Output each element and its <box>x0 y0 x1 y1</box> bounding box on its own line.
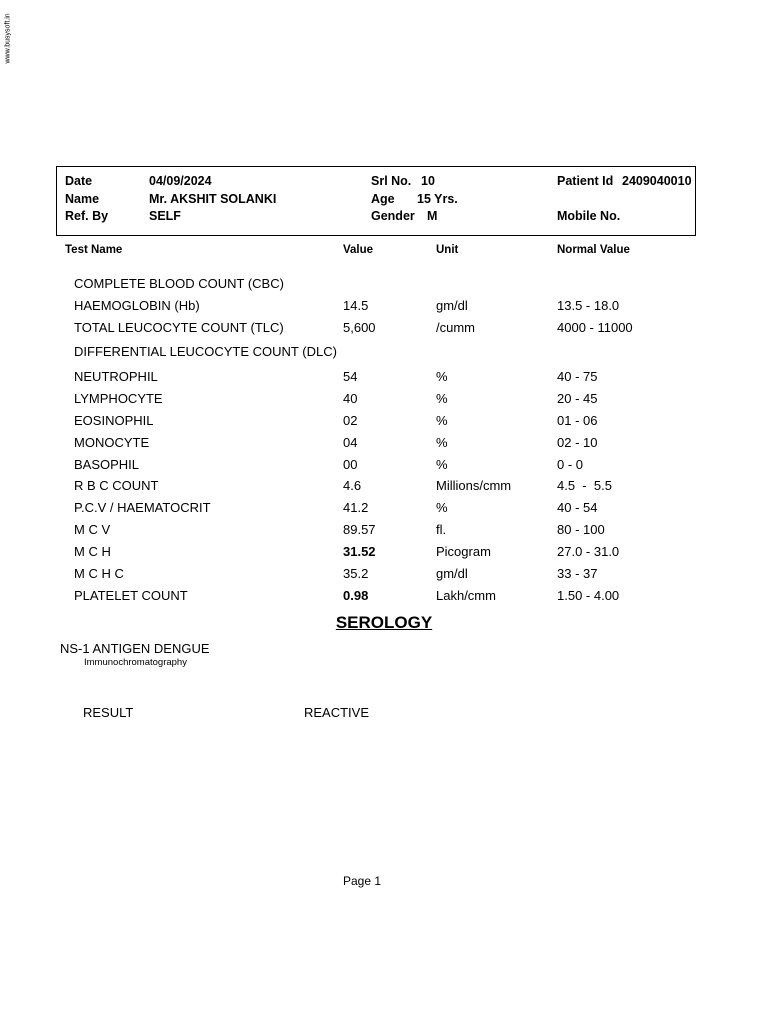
row-normal: 02 - 10 <box>557 435 598 450</box>
row-normal: 0 - 0 <box>557 457 584 472</box>
row-normal: 40 - 54 <box>557 500 598 515</box>
row-name: M C H C <box>74 566 124 581</box>
row-unit: Lakh/cmm <box>436 588 496 603</box>
row-value: 40 <box>343 391 358 406</box>
col-unit: Unit <box>436 244 459 256</box>
name-value: Mr. AKSHIT SOLANKI <box>149 192 277 206</box>
serology-heading: SEROLOGY <box>335 613 433 632</box>
serology-test-name: NS-1 ANTIGEN DENGUE <box>60 641 210 656</box>
row-name: EOSINOPHIL <box>74 413 154 428</box>
row-unit: % <box>436 500 448 515</box>
row-value: 4.6 <box>343 478 362 493</box>
row-name: P.C.V / HAEMATOCRIT <box>74 500 211 515</box>
row-normal: 4.5 - 5.5 <box>557 478 612 493</box>
row-name: M C V <box>74 522 111 537</box>
row-normal: 80 - 100 <box>557 522 605 537</box>
result-label: RESULT <box>83 705 134 720</box>
row-unit: fl. <box>436 522 447 537</box>
row-normal: 27.0 - 31.0 <box>557 544 620 559</box>
row-name: PLATELET COUNT <box>74 588 188 603</box>
row-unit: % <box>436 457 448 472</box>
serology-method: Immunochromatography <box>84 657 187 668</box>
name-label: Name <box>65 192 100 206</box>
age-label: Age <box>371 192 395 206</box>
row-normal: 1.50 - 4.00 <box>557 588 620 603</box>
age-value: 15 Yrs. <box>417 192 458 206</box>
col-value: Value <box>343 244 374 256</box>
refby-value: SELF <box>149 209 181 223</box>
row-value: 5,600 <box>343 320 376 335</box>
row-value-abnormal: 0.98 <box>343 588 369 603</box>
page-number: Page 1 <box>343 874 382 888</box>
row-unit: % <box>436 413 448 428</box>
col-test-name: Test Name <box>65 244 123 256</box>
patient-id-label: Patient Id <box>557 174 614 188</box>
row-normal: 33 - 37 <box>557 566 598 581</box>
row-name: NEUTROPHIL <box>74 369 158 384</box>
row-unit: Picogram <box>436 544 491 559</box>
row-value: 54 <box>343 369 358 384</box>
row-value: 04 <box>343 435 358 450</box>
row-value: 35.2 <box>343 566 369 581</box>
srl-label: Srl No. <box>371 174 412 188</box>
row-unit: % <box>436 369 448 384</box>
row-value: 89.57 <box>343 522 376 537</box>
row-normal: 01 - 06 <box>557 413 598 428</box>
result-value: REACTIVE <box>304 705 370 720</box>
row-value: 41.2 <box>343 500 369 515</box>
date-label: Date <box>65 174 93 188</box>
row-unit: % <box>436 435 448 450</box>
row-unit: gm/dl <box>436 566 468 581</box>
date-value: 04/09/2024 <box>149 174 212 188</box>
gender-value: M <box>427 209 438 223</box>
row-name: HAEMOGLOBIN (Hb) <box>74 298 200 313</box>
row-name: LYMPHOCYTE <box>74 391 163 406</box>
watermark-text: www.busysoft.in <box>4 13 12 64</box>
row-value: 00 <box>343 457 358 472</box>
row-value: 02 <box>343 413 358 428</box>
row-normal: 40 - 75 <box>557 369 598 384</box>
srl-value: 10 <box>421 174 435 188</box>
row-value-abnormal: 31.52 <box>343 544 376 559</box>
row-name: BASOPHIL <box>74 457 140 472</box>
row-value: 14.5 <box>343 298 369 313</box>
section-cbc: COMPLETE BLOOD COUNT (CBC) <box>74 276 284 291</box>
row-name: R B C COUNT <box>74 478 159 493</box>
row-normal: 20 - 45 <box>557 391 598 406</box>
row-name: MONOCYTE <box>74 435 150 450</box>
row-unit: Millions/cmm <box>436 478 512 493</box>
patient-header-box <box>56 166 696 236</box>
row-normal: 4000 - 11000 <box>557 320 633 335</box>
row-name: TOTAL LEUCOCYTE COUNT (TLC) <box>74 320 284 335</box>
patient-id-value: 2409040010 <box>622 174 692 188</box>
refby-label: Ref. By <box>65 209 109 223</box>
row-normal: 13.5 - 18.0 <box>557 298 620 313</box>
section-dlc: DIFFERENTIAL LEUCOCYTE COUNT (DLC) <box>74 344 337 359</box>
col-normal-value: Normal Value <box>557 244 630 256</box>
row-unit: gm/dl <box>436 298 468 313</box>
row-name: M C H <box>74 544 111 559</box>
gender-label: Gender <box>371 209 415 223</box>
mobile-label: Mobile No. <box>557 209 621 223</box>
row-unit: /cumm <box>436 320 475 335</box>
row-unit: % <box>436 391 448 406</box>
